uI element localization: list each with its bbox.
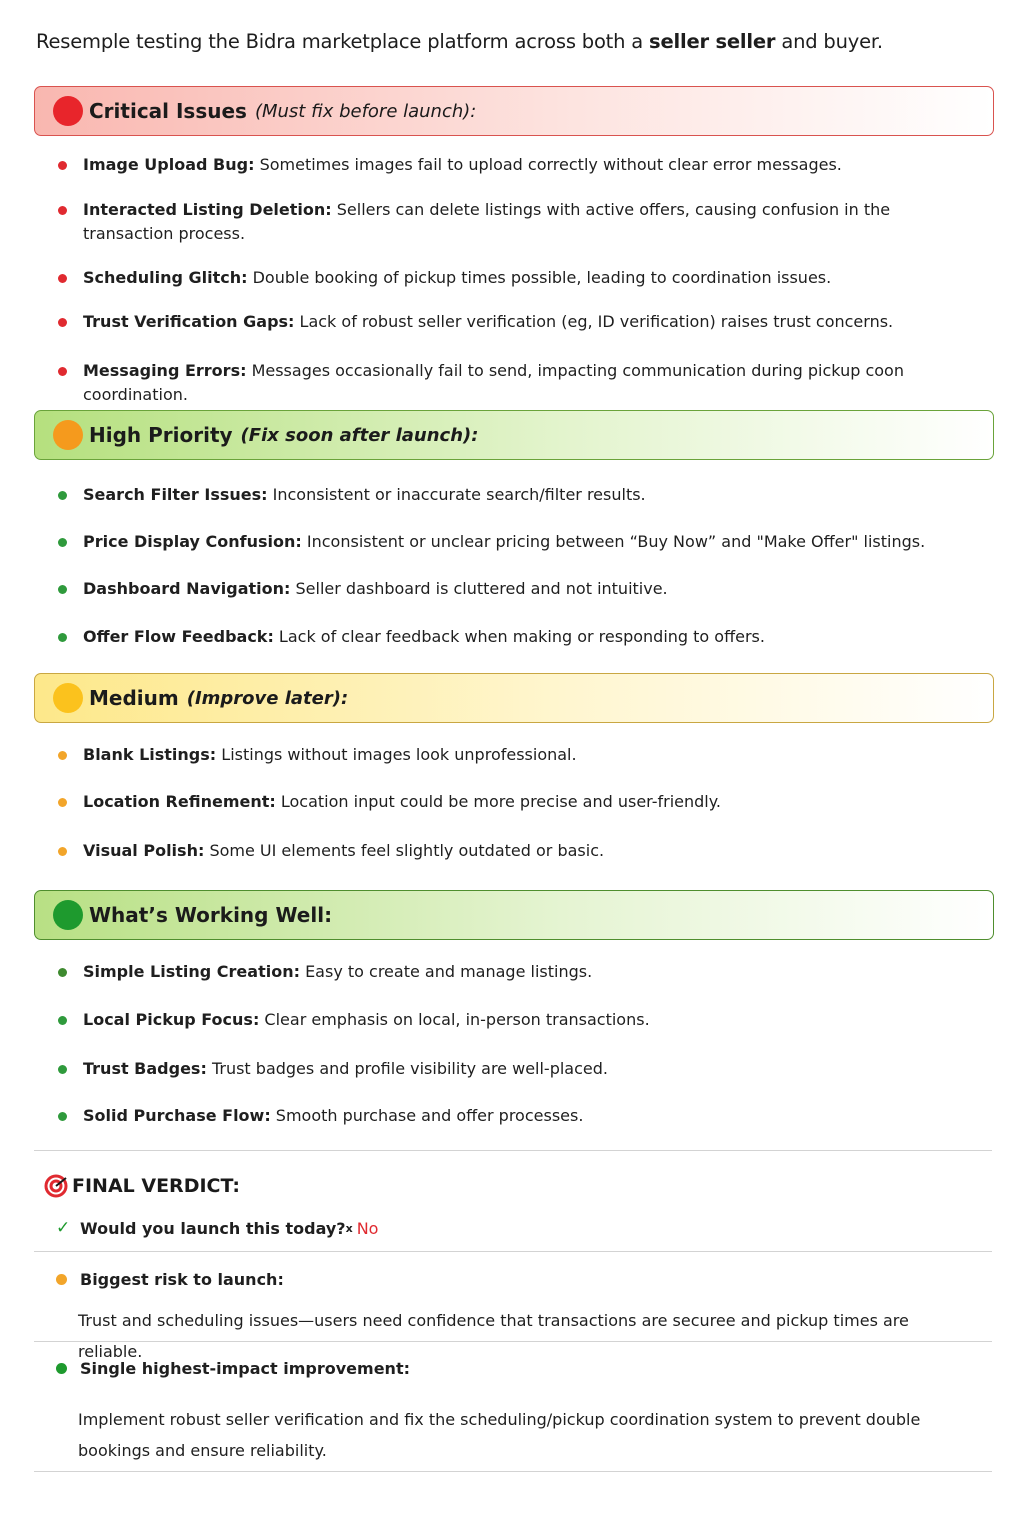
risk-label: Biggest risk to launch:: [80, 1270, 284, 1289]
green-bullet-icon: [58, 1016, 67, 1025]
red-bullet-icon: [58, 206, 67, 215]
list-item: [58, 839, 978, 863]
item-label: Messaging Errors:: [83, 361, 247, 380]
orange-bullet-icon: [58, 798, 67, 807]
medium-title: Medium: [89, 686, 179, 710]
medium-header: [34, 673, 994, 723]
item-text: Double booking of pickup times possible, leading to coordination issues.: [247, 268, 832, 287]
orange-bullet-icon: [58, 751, 67, 760]
green-bullet-icon: [58, 538, 67, 547]
item-label: Blank Listings:: [83, 745, 217, 764]
intro-suffix: and buyer.: [775, 30, 883, 53]
list-item: [58, 359, 978, 407]
list-item: [58, 530, 978, 554]
item-label: Trust Verification Gaps:: [83, 312, 295, 331]
item-label: Dashboard Navigation:: [83, 579, 291, 598]
risk-row: [56, 1270, 284, 1289]
improvement-label: Single highest-impact improvement:: [80, 1359, 410, 1378]
green-bullet-icon: [58, 1112, 67, 1121]
item-label: Simple Listing Creation:: [83, 962, 300, 981]
medium-subtitle: (Improve later):: [186, 687, 349, 709]
item-text: Smooth purchase and offer processes.: [270, 1106, 584, 1125]
verdict-title-text: FINAL VERDICT:: [72, 1175, 240, 1197]
list-item: [58, 577, 978, 601]
intro-bold: seller seller: [649, 30, 776, 53]
divider: [34, 1471, 992, 1472]
high-priority-header: [34, 410, 994, 460]
list-item: [58, 483, 978, 507]
item-label: Location Refinement:: [83, 792, 276, 811]
list-item: [58, 1057, 978, 1081]
item-text: Lack of clear feedback when making or responding to offers.: [273, 627, 765, 646]
green-circle-icon: [53, 900, 83, 930]
orange-circle-icon: [53, 420, 83, 450]
item-label: Trust Badges:: [83, 1059, 207, 1078]
list-item: [58, 960, 978, 984]
item-text: Inconsistent or inaccurate search/filter results.: [267, 485, 646, 504]
list-item: [58, 743, 978, 767]
green-bullet-icon: [58, 633, 67, 642]
item-label: Local Pickup Focus:: [83, 1010, 260, 1029]
green-bullet-icon: [56, 1363, 67, 1374]
list-item: [58, 266, 978, 290]
item-label: Search Filter Issues:: [83, 485, 268, 504]
item-text: Trust badges and profile visibility are well-placed.: [206, 1059, 608, 1078]
launch-answer: No: [356, 1218, 379, 1238]
critical-issues-header: [34, 86, 994, 136]
item-label: Visual Polish:: [83, 841, 205, 860]
list-item: [58, 1104, 978, 1128]
item-label: Image Upload Bug:: [83, 155, 255, 174]
item-text: Clear emphasis on local, in-person transactions.: [259, 1010, 650, 1029]
critical-title: Critical Issues: [89, 99, 247, 123]
list-item: [58, 790, 978, 814]
item-label: Offer Flow Feedback:: [83, 627, 274, 646]
intro-text: [36, 30, 883, 53]
red-bullet-icon: [58, 318, 67, 327]
item-label: Scheduling Glitch:: [83, 268, 248, 287]
item-text: Listings without images look unprofessional.: [216, 745, 577, 764]
list-item: [58, 625, 978, 649]
red-circle-icon: [53, 96, 83, 126]
high-title: High Priority: [89, 423, 233, 447]
item-text: Some UI elements feel slightly outdated or basic.: [204, 841, 605, 860]
risk-text: Trust and scheduling issues—users need confidence that transactions are securee and pickup times are reliable.: [78, 1311, 909, 1361]
final-verdict-title: [44, 1174, 240, 1198]
item-text: Sometimes images fail to upload correctly without clear error messages.: [254, 155, 842, 174]
green-bullet-icon: [58, 1065, 67, 1074]
divider: [34, 1251, 992, 1252]
list-item: [58, 1008, 978, 1032]
checkmark-icon: ✓: [56, 1218, 71, 1238]
green-bullet-icon: [58, 968, 67, 977]
improvement-row: [56, 1359, 410, 1378]
item-text: Messages occasionally fail to send, impacting communication during pickup coon coordination.: [83, 361, 904, 404]
item-text: Seller dashboard is cluttered and not intuitive.: [290, 579, 668, 598]
orange-bullet-icon: [56, 1274, 67, 1285]
green-bullet-icon: [58, 585, 67, 594]
working-well-header: [34, 890, 994, 940]
critical-subtitle: (Must fix before launch):: [254, 100, 477, 122]
list-item: [58, 153, 978, 177]
red-bullet-icon: [58, 161, 67, 170]
item-text: Location input could be more precise and user-friendly.: [275, 792, 721, 811]
red-bullet-icon: [58, 367, 67, 376]
launch-question: Would you launch this today?: [80, 1218, 346, 1238]
item-label: Solid Purchase Flow:: [83, 1106, 271, 1125]
well-title: What’s Working Well:: [89, 903, 333, 927]
launch-answer-prefix: x: [345, 1221, 353, 1235]
intro-prefix: Resemple testing the Bidra marketplace platform across both a: [36, 30, 650, 53]
high-subtitle: (Fix soon after launch):: [240, 424, 479, 446]
item-label: Price Display Confusion:: [83, 532, 302, 551]
list-item: [58, 310, 978, 334]
yellow-circle-icon: [53, 683, 83, 713]
item-text: Sellers can delete listings with active offers, causing confusion in the transaction process.: [83, 200, 891, 243]
divider: [34, 1341, 992, 1342]
target-icon: [44, 1174, 68, 1198]
item-text: Lack of robust seller verification (eg, ID verification) raises trust concerns.: [294, 312, 894, 331]
red-bullet-icon: [58, 274, 67, 283]
green-bullet-icon: [58, 491, 67, 500]
list-item: [58, 198, 978, 246]
improvement-text: Implement robust seller verification and fix the scheduling/pickup coordination system to prevent double bookings and ensure reliability.: [78, 1410, 921, 1460]
item-text: Inconsistent or unclear pricing between “Buy Now” and "Make Offer" listings.: [301, 532, 926, 551]
divider: [34, 1150, 992, 1151]
item-text: Easy to create and manage listings.: [299, 962, 593, 981]
orange-bullet-icon: [58, 847, 67, 856]
launch-question-row: [56, 1218, 378, 1238]
item-label: Interacted Listing Deletion:: [83, 200, 332, 219]
